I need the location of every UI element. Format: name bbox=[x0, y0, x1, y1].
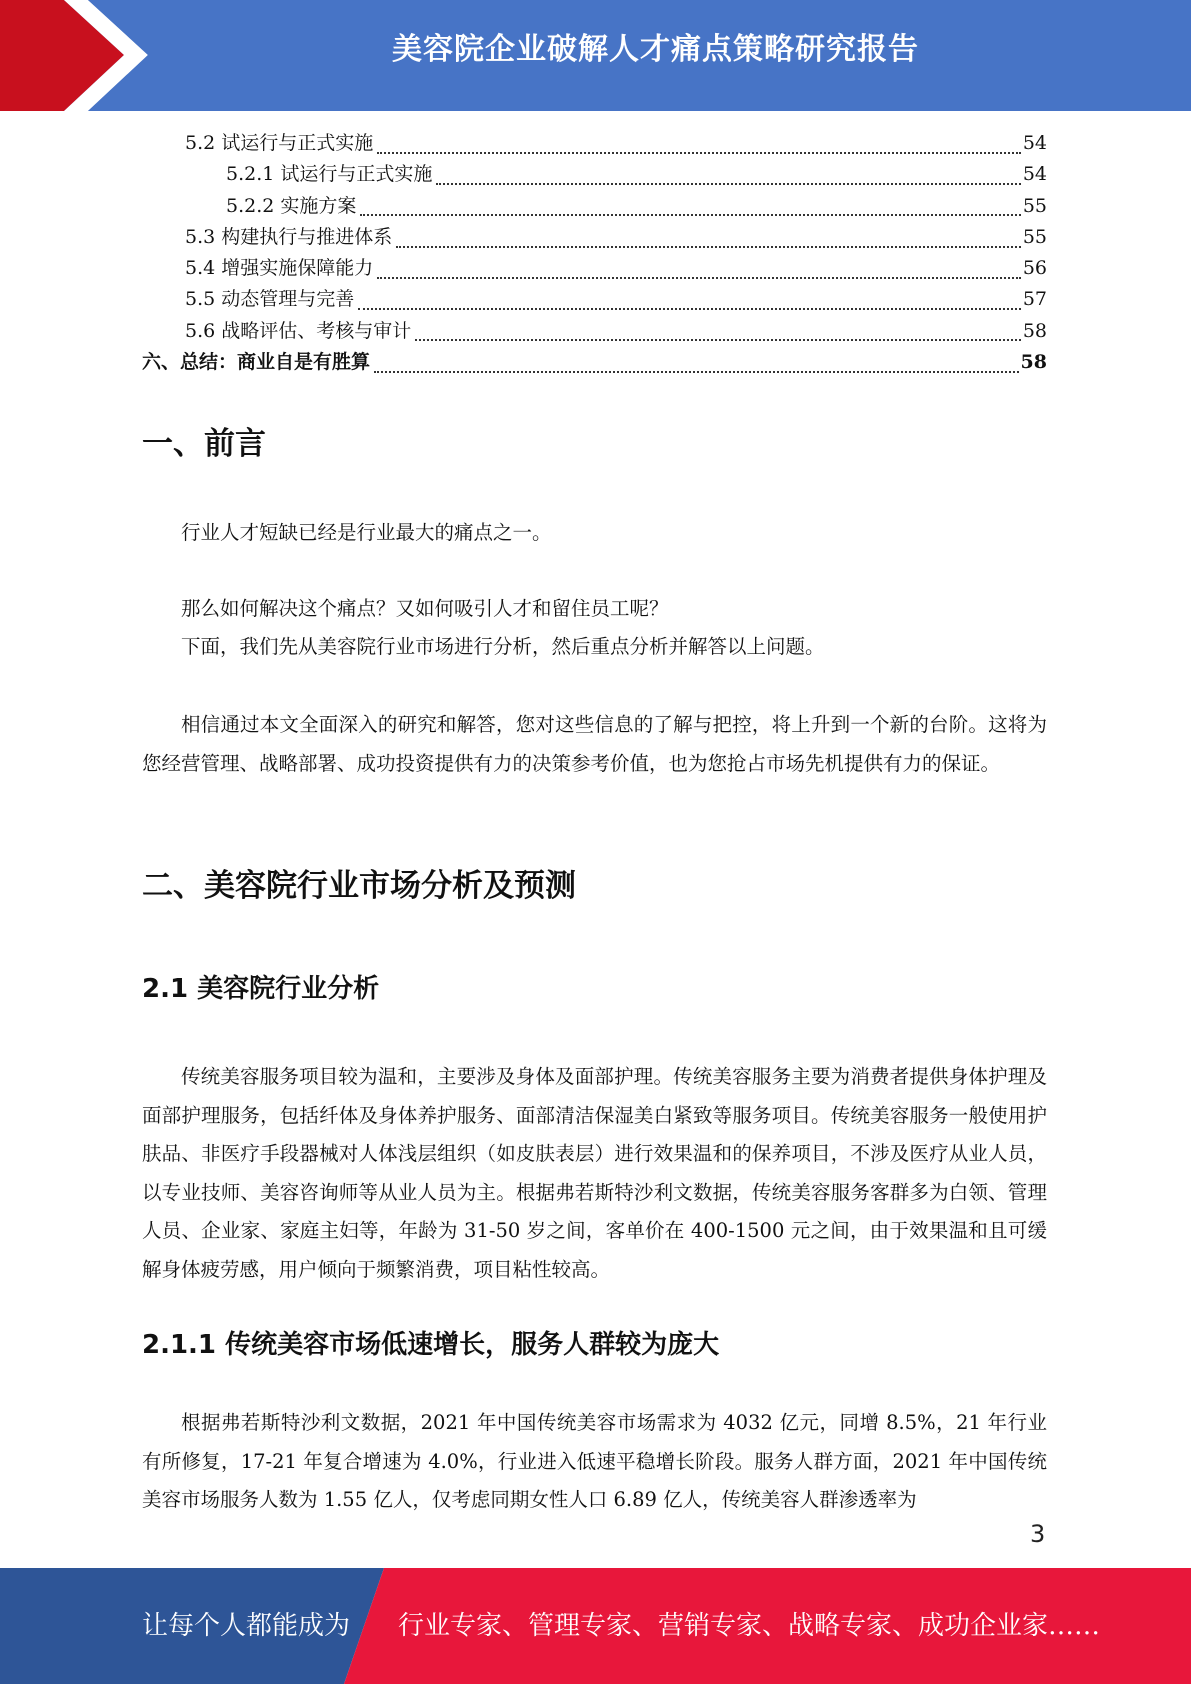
toc-entry-label: 5.4 增强实施保障能力 bbox=[185, 257, 374, 280]
toc-entry-page: 57 bbox=[1022, 288, 1047, 311]
toc-leader-dots bbox=[396, 246, 1021, 248]
toc-leader-dots bbox=[360, 214, 1020, 216]
toc-leader-dots bbox=[374, 371, 1019, 373]
toc-entry[interactable] bbox=[142, 191, 1047, 222]
section-heading-preface: 一、前言 bbox=[142, 426, 266, 462]
toc-entry[interactable] bbox=[142, 159, 1047, 190]
table-of-contents bbox=[142, 128, 1047, 378]
toc-entry-label: 5.5 动态管理与完善 bbox=[185, 288, 355, 311]
toc-entry[interactable] bbox=[142, 253, 1047, 284]
paragraph: 相信通过本文全面深入的研究和解答，您对这些信息的了解与把控，将上升到一个新的台阶。这将为您经营管理、战略部署、成功投资提供有力的决策参考价值，也为您抢占市场先机提供有力的保证。 bbox=[142, 713, 1047, 775]
toc-leader-dots bbox=[358, 308, 1021, 310]
page-footer bbox=[0, 1568, 1191, 1684]
toc-entry-page: 54 bbox=[1022, 132, 1047, 154]
section-heading-market-analysis: 二、美容院行业市场分析及预测 bbox=[142, 868, 576, 904]
toc-entry[interactable] bbox=[142, 128, 1047, 159]
toc-entry-label: 5.2.1 试运行与正式实施 bbox=[226, 163, 433, 186]
page-number: 3 bbox=[1030, 1520, 1046, 1548]
toc-entry[interactable] bbox=[142, 222, 1047, 253]
toc-entry-label: 5.3 构建执行与推进体系 bbox=[185, 225, 393, 248]
toc-entry-page: 55 bbox=[1022, 194, 1047, 217]
footer-slogan-right: 行业专家、管理专家、营销专家、战略专家、成功企业家…… bbox=[398, 1611, 1101, 1641]
toc-leader-dots bbox=[436, 183, 1020, 185]
page-header bbox=[0, 0, 1191, 111]
toc-leader-dots bbox=[377, 277, 1021, 279]
toc-entry-page: 55 bbox=[1022, 225, 1047, 248]
subsection-heading: 2.1.1 传统美容市场低速增长，服务人群较为庞大 bbox=[142, 1330, 720, 1360]
toc-entry-page: 58 bbox=[1022, 319, 1047, 342]
toc-leader-dots bbox=[415, 339, 1021, 341]
toc-entry[interactable] bbox=[142, 284, 1047, 315]
footer-slogan-left: 让每个人都能成为 bbox=[142, 1611, 351, 1641]
toc-entry[interactable] bbox=[142, 347, 1047, 378]
toc-entry-label: 5.2.2 实施方案 bbox=[226, 194, 357, 217]
toc-entry-label: 六、总结：商业自是有胜算 bbox=[142, 351, 371, 374]
toc-entry-page: 58 bbox=[1020, 351, 1047, 374]
report-title: 美容院企业破解人才痛点策略研究报告 bbox=[392, 32, 919, 67]
subsection-heading: 2.1 美容院行业分析 bbox=[142, 974, 380, 1004]
toc-entry-page: 54 bbox=[1022, 163, 1047, 186]
paragraph: 传统美容服务项目较为温和，主要涉及身体及面部护理。传统美容服务主要为消费者提供身体护理及面部护理服务，包括纤体及身体养护服务、面部清洁保湿美白紧致等服务项目。传统美容服务一般使用护肤品、非医疗手段器械对人体浅层组织（如皮肤表层）进行效果温和的保养项目，不涉及医疗从业人员，以专业技师、美容咨询师等从业人员为主。根据弗若斯特沙利文数据，传统美容服务客群多为白领、管理人员、企业家、家庭主妇等，年龄为 31-50 岁之间，客单价在 400-1500 元之间，由于效果温和且可缓解身体疲劳感，用户倾向于频繁消费，项目粘性较高。 bbox=[142, 1065, 1047, 1281]
paragraph: 行业人才短缺已经是行业最大的痛点之一。 bbox=[181, 521, 552, 544]
toc-entry[interactable] bbox=[142, 316, 1047, 347]
toc-entry-label: 5.2 试运行与正式实施 bbox=[185, 132, 374, 154]
toc-leader-dots bbox=[377, 152, 1021, 154]
paragraph: 根据弗若斯特沙利文数据，2021 年中国传统美容市场需求为 4032 亿元，同增 8.5%，21 年行业有所修复，17-21 年复合增速为 4.0%，行业进入低速平稳增长阶段。服务人群方面，2021 年中国传统美容市场服务人数为 1.55 亿人，仅考虑同期女性人口 6.89 亿人，传统美容人群渗透率为 bbox=[142, 1411, 1047, 1511]
paragraph: 那么如何解决这个痛点？又如何吸引人才和留住员工呢？ bbox=[181, 597, 669, 620]
toc-entry-label: 5.6 战略评估、考核与审计 bbox=[185, 319, 412, 342]
toc-entry-page: 56 bbox=[1022, 257, 1047, 280]
paragraph: 下面，我们先从美容院行业市场进行分析，然后重点分析并解答以上问题。 bbox=[181, 635, 825, 658]
